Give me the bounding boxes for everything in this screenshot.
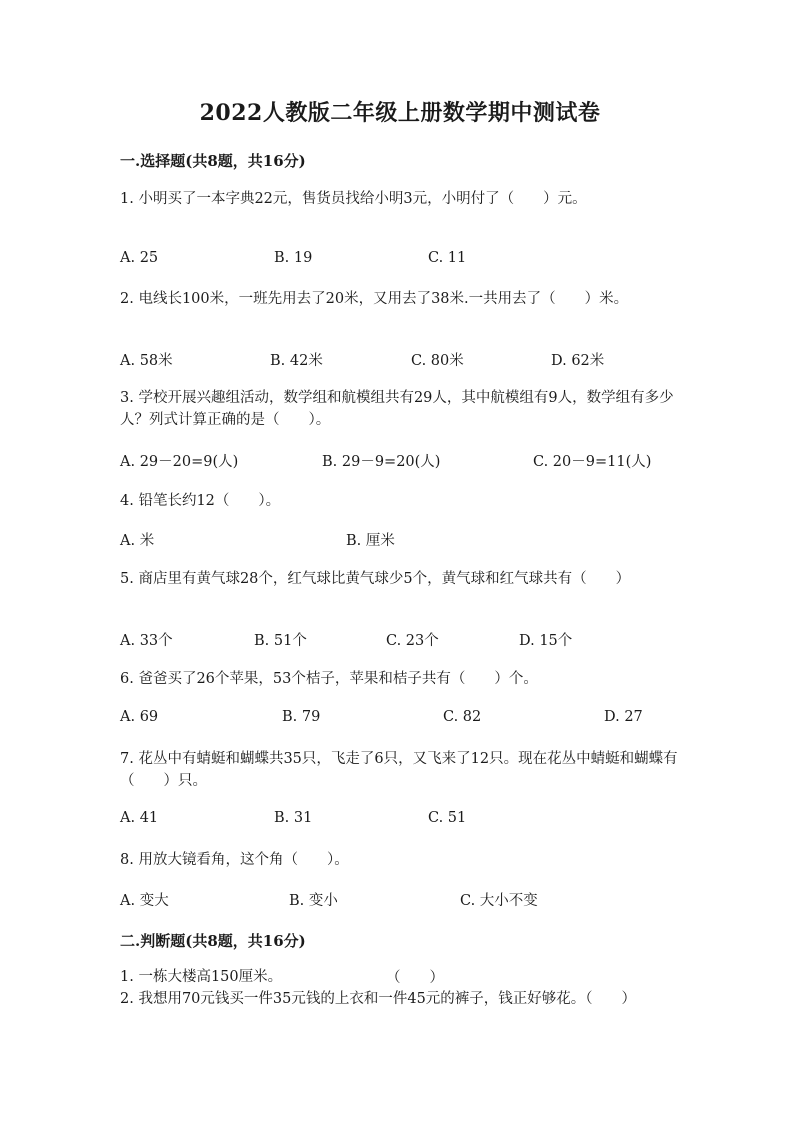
question-6: 6. 爸爸买了26个苹果，53个桔子，苹果和桔子共有（ ）个。 xyxy=(120,671,538,687)
question-1: 1. 小明买了一本字典22元，售货员找给小明3元，小明付了（ ）元。 xyxy=(120,191,587,207)
question-3: 3. 学校开展兴趣组活动，数学组和航模组共有29人，其中航模组有9人，数学组有多少人？列式计算正确的是（ ）。 xyxy=(120,390,674,428)
option-2d[interactable]: D. 62米 xyxy=(551,353,605,369)
option-8c[interactable]: C. 大小不变 xyxy=(460,893,538,909)
option-4b[interactable]: B. 厘米 xyxy=(346,533,395,549)
option-5d[interactable]: D. 15个 xyxy=(519,633,573,649)
option-6d[interactable]: D. 27 xyxy=(604,709,643,725)
option-7a[interactable]: A. 41 xyxy=(120,810,159,826)
option-3a[interactable]: A. 29－20=9(人) xyxy=(120,454,239,470)
judgement-1: 1. 一栋大楼高150厘米。 xyxy=(120,969,283,985)
option-5a[interactable]: A. 33个 xyxy=(120,633,173,649)
option-6c[interactable]: C. 82 xyxy=(443,709,482,725)
option-8b[interactable]: B. 变小 xyxy=(289,893,338,909)
option-3c[interactable]: C. 20－9=11(人) xyxy=(533,454,652,470)
option-4a[interactable]: A. 米 xyxy=(120,533,155,549)
judgement-1-blank[interactable]: （ ） xyxy=(386,970,444,986)
option-5c[interactable]: C. 23个 xyxy=(386,633,439,649)
option-5b[interactable]: B. 51个 xyxy=(254,633,307,649)
question-2: 2. 电线长100米，一班先用去了20米，又用去了38米.一共用去了（ ）米。 xyxy=(120,291,629,307)
option-7c[interactable]: C. 51 xyxy=(428,810,467,826)
option-2c[interactable]: C. 80米 xyxy=(411,353,464,369)
option-1b[interactable]: B. 19 xyxy=(274,250,313,266)
section-heading-choice: 一.选择题(共8题，共16分) xyxy=(120,152,306,170)
question-7: 7. 花丛中有蜻蜓和蝴蝶共35只，飞走了6只，又飞来了12只。现在花丛中蜻蜓和蝴蝶有（ ）只。 xyxy=(120,751,678,789)
option-2b[interactable]: B. 42米 xyxy=(270,353,323,369)
option-8a[interactable]: A. 变大 xyxy=(120,893,169,909)
option-1c[interactable]: C. 11 xyxy=(428,250,467,266)
option-1a[interactable]: A. 25 xyxy=(120,250,159,266)
section-heading-judgement: 二.判断题(共8题，共16分) xyxy=(120,932,306,950)
page-title: 2022人教版二年级上册数学期中测试卷 xyxy=(199,100,601,126)
judgement-2: 2. 我想用70元钱买一件35元钱的上衣和一件45元的裤子，钱正好够花。（ ） xyxy=(120,991,637,1007)
option-6b[interactable]: B. 79 xyxy=(282,709,321,725)
question-4: 4. 铅笔长约12（ ）。 xyxy=(120,493,281,509)
option-3b[interactable]: B. 29－9=20(人) xyxy=(322,454,441,470)
option-7b[interactable]: B. 31 xyxy=(274,810,313,826)
option-2a[interactable]: A. 58米 xyxy=(120,353,173,369)
question-8: 8. 用放大镜看角，这个角（ ）。 xyxy=(120,852,349,868)
question-5: 5. 商店里有黄气球28个，红气球比黄气球少5个，黄气球和红气球共有（ ） xyxy=(120,571,631,587)
option-6a[interactable]: A. 69 xyxy=(120,709,159,725)
